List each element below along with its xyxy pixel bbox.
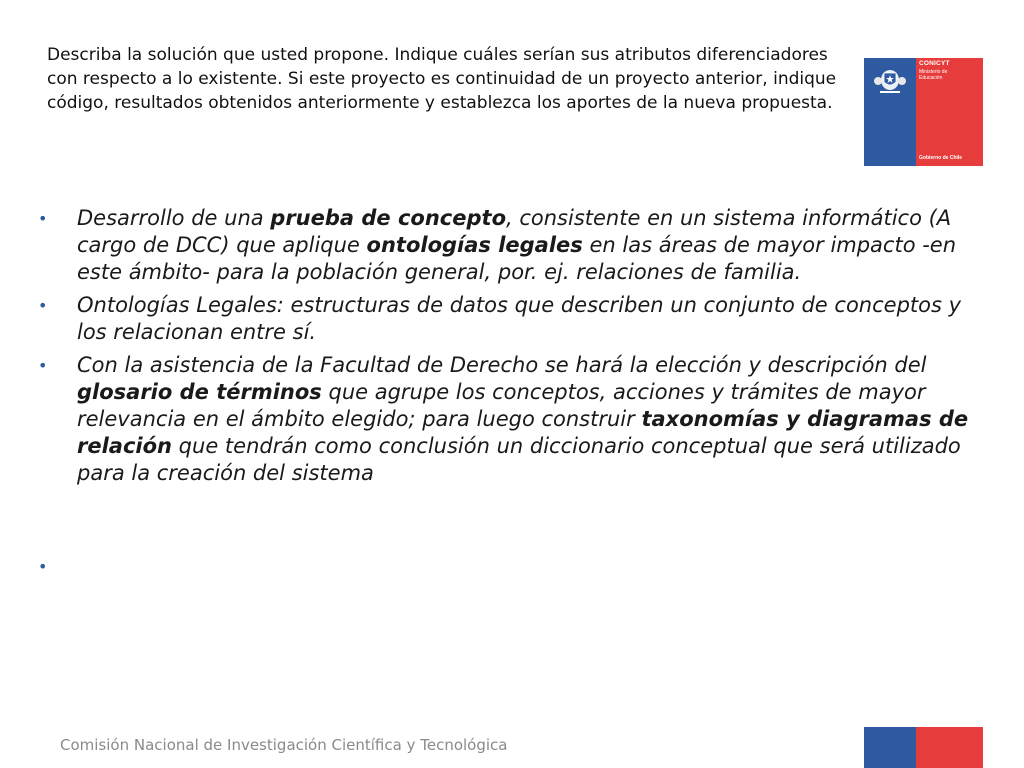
bullet-text: que agrupe los conceptos, acciones y trámites de mayor relevancia en el ámbito elegido; para luego construir xyxy=(77,380,926,431)
logo-org-name: CONICYT xyxy=(919,60,950,67)
bullet-list xyxy=(30,205,990,493)
logo-ministry xyxy=(919,69,947,81)
footer-text: Comisión Nacional de Investigación Científica y Tecnológica xyxy=(60,736,508,754)
coat-of-arms-icon xyxy=(870,64,910,96)
bullet-item xyxy=(30,352,990,487)
bullet-marker: • xyxy=(38,296,48,315)
bullet-text-bold: prueba de concepto xyxy=(270,206,506,230)
bullet-text: en las áreas de mayor impacto -en este ámbito- para la población general, por. ej. relaciones de familia. xyxy=(77,233,957,284)
bullet-text: Desarrollo de una xyxy=(77,206,271,230)
bullet-text: que tendrán como conclusión un diccionario conceptual que será utilizado para la creación del sistema xyxy=(77,434,961,485)
empty-bullet: • xyxy=(38,557,48,576)
footer-flag-bar xyxy=(864,727,983,768)
logo-government: Gobierno de Chile xyxy=(919,155,963,161)
logo-blue-panel xyxy=(864,58,916,166)
bullet-marker: • xyxy=(38,209,48,228)
logo-ministry-line1: Ministerio de xyxy=(919,69,948,75)
logo-ministry-line2: Educación xyxy=(919,75,943,81)
footer-blue-block xyxy=(864,727,916,768)
slide-title: Describa la solución que usted propone. Indique cuáles serían sus atributos diferenciadores con respecto a lo existente. Si este proyecto es continuidad de un proyecto anterior, indique código, resultados obtenidos anteriormente y establezca los aportes de la nueva propuesta. xyxy=(47,45,837,113)
footer-red-block xyxy=(916,727,983,768)
bullet-text-bold: taxonomías y diagramas de relación xyxy=(77,407,969,458)
bullet-text: Con la asistencia de la Facultad de Derecho se hará la elección y descripción del xyxy=(77,353,927,377)
logo-red-panel xyxy=(916,58,983,166)
bullet-item xyxy=(30,205,990,286)
conicyt-logo xyxy=(864,58,983,166)
bullet-marker: • xyxy=(38,356,48,375)
bullet-item xyxy=(30,292,990,346)
bullet-text-bold: ontologías legales xyxy=(366,233,583,257)
bullet-text-bold: glosario de términos xyxy=(77,380,322,404)
bullet-text: , consistente en un sistema informático (A cargo de DCC) que aplique xyxy=(77,206,952,257)
bullet-text: Ontologías Legales: estructuras de datos que describen un conjunto de conceptos y los relacionan entre sí. xyxy=(77,293,962,344)
